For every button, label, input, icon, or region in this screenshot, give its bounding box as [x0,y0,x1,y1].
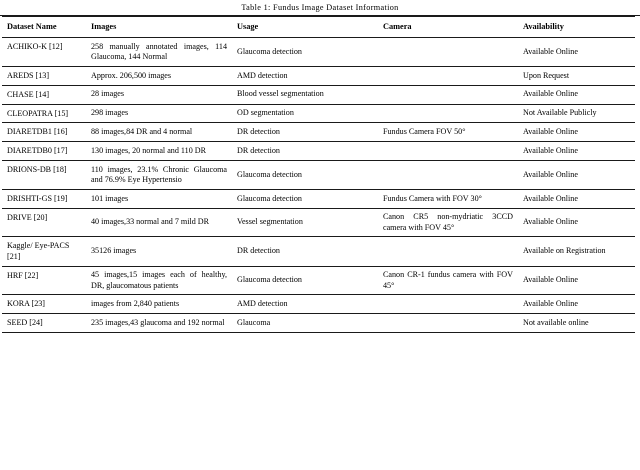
table-row [2,266,635,295]
cell-availability: Available Online [518,266,635,295]
cell-availability: Avaliable Online [518,208,635,237]
cell-availability: Not Available Publicly [518,104,635,123]
cell-images: 298 images [86,104,232,123]
cell-dataset-name: CLEOPATRA [15] [2,104,86,123]
table-row [2,189,635,208]
cell-dataset-name: DRISHTI-GS [19] [2,189,86,208]
cell-dataset-name: AREDS [13] [2,66,86,85]
cell-camera: Canon CR5 non-mydriatic 3CCD camera with FOV 45° [378,208,518,237]
table-row [2,208,635,237]
table-row [2,142,635,161]
cell-images: images from 2,840 patients [86,295,232,314]
column-header-availability: Availability [518,17,635,38]
cell-availability: Available Online [518,295,635,314]
table-row [2,104,635,123]
cell-images: 235 images,43 glaucoma and 192 normal [86,314,232,333]
cell-images: 35126 images [86,237,232,266]
cell-availability: Not available online [518,314,635,333]
table-header-row [2,17,635,38]
cell-images: 88 images,84 DR and 4 normal [86,123,232,142]
cell-usage: Blood vessel segmentation [232,85,378,104]
table-row [2,295,635,314]
cell-dataset-name: SEED [24] [2,314,86,333]
cell-usage: Vessel segmentation [232,208,378,237]
cell-images: 130 images, 20 normal and 110 DR [86,142,232,161]
cell-usage: AMD detection [232,295,378,314]
cell-camera [378,66,518,85]
cell-usage: Glaucoma [232,314,378,333]
cell-camera [378,161,518,190]
table-row [2,237,635,266]
cell-dataset-name: DRIVE [20] [2,208,86,237]
cell-images: 110 images, 23.1% Chronic Glaucoma and 76.9% Eye Hypertensio [86,161,232,190]
table-row [2,38,635,67]
cell-dataset-name: CHASE [14] [2,85,86,104]
cell-images: 101 images [86,189,232,208]
cell-usage: Glaucoma detection [232,38,378,67]
cell-camera [378,85,518,104]
cell-camera: Fundus Camera FOV 50° [378,123,518,142]
cell-camera: Fundus Camera with FOV 30° [378,189,518,208]
cell-dataset-name: ACHIKO-K [12] [2,38,86,67]
table-row [2,85,635,104]
cell-camera [378,142,518,161]
cell-availability: Available Online [518,142,635,161]
cell-usage: Glaucoma detection [232,161,378,190]
cell-usage: Glaucoma detection [232,189,378,208]
cell-dataset-name: Kaggle/ Eye-PACS [21] [2,237,86,266]
cell-availability: Available Online [518,38,635,67]
cell-availability: Upon Request [518,66,635,85]
table-body [2,38,635,333]
table-row [2,123,635,142]
table-caption: Table 1: Fundus Image Dataset Information [241,3,399,12]
cell-camera [378,295,518,314]
cell-camera [378,104,518,123]
cell-dataset-name: DRIONS-DB [18] [2,161,86,190]
fundus-dataset-table [2,16,635,333]
cell-dataset-name: HRF [22] [2,266,86,295]
cell-usage: OD segmentation [232,104,378,123]
cell-availability: Available Online [518,189,635,208]
column-header-usage: Usage [232,17,378,38]
cell-images: 40 images,33 normal and 7 mild DR [86,208,232,237]
cell-availability: Available Online [518,85,635,104]
table-row [2,314,635,333]
table-row [2,66,635,85]
table-row [2,161,635,190]
cell-camera [378,314,518,333]
cell-images: 45 images,15 images each of healthy, DR, glaucomatous patients [86,266,232,295]
cell-images: 28 images [86,85,232,104]
cell-availability: Available Online [518,161,635,190]
cell-dataset-name: KORA [23] [2,295,86,314]
cell-availability: Available on Registration [518,237,635,266]
column-header-camera: Camera [378,17,518,38]
cell-usage: AMD detection [232,66,378,85]
column-header-dataset-name: Dataset Name [2,17,86,38]
cell-availability: Available Online [518,123,635,142]
cell-images: Approx. 206,500 images [86,66,232,85]
cell-camera [378,237,518,266]
cell-usage: DR detection [232,123,378,142]
cell-usage: DR detection [232,237,378,266]
cell-dataset-name: DIARETDB0 [17] [2,142,86,161]
cell-images: 258 manually annotated images, 114 Glaucoma, 144 Normal [86,38,232,67]
cell-dataset-name: DIARETDB1 [16] [2,123,86,142]
table-header [2,17,635,38]
column-header-images: Images [86,17,232,38]
cell-camera: Canon CR-1 fundus camera with FOV 45° [378,266,518,295]
cell-usage: DR detection [232,142,378,161]
cell-camera [378,38,518,67]
cell-usage: Glaucoma detection [232,266,378,295]
